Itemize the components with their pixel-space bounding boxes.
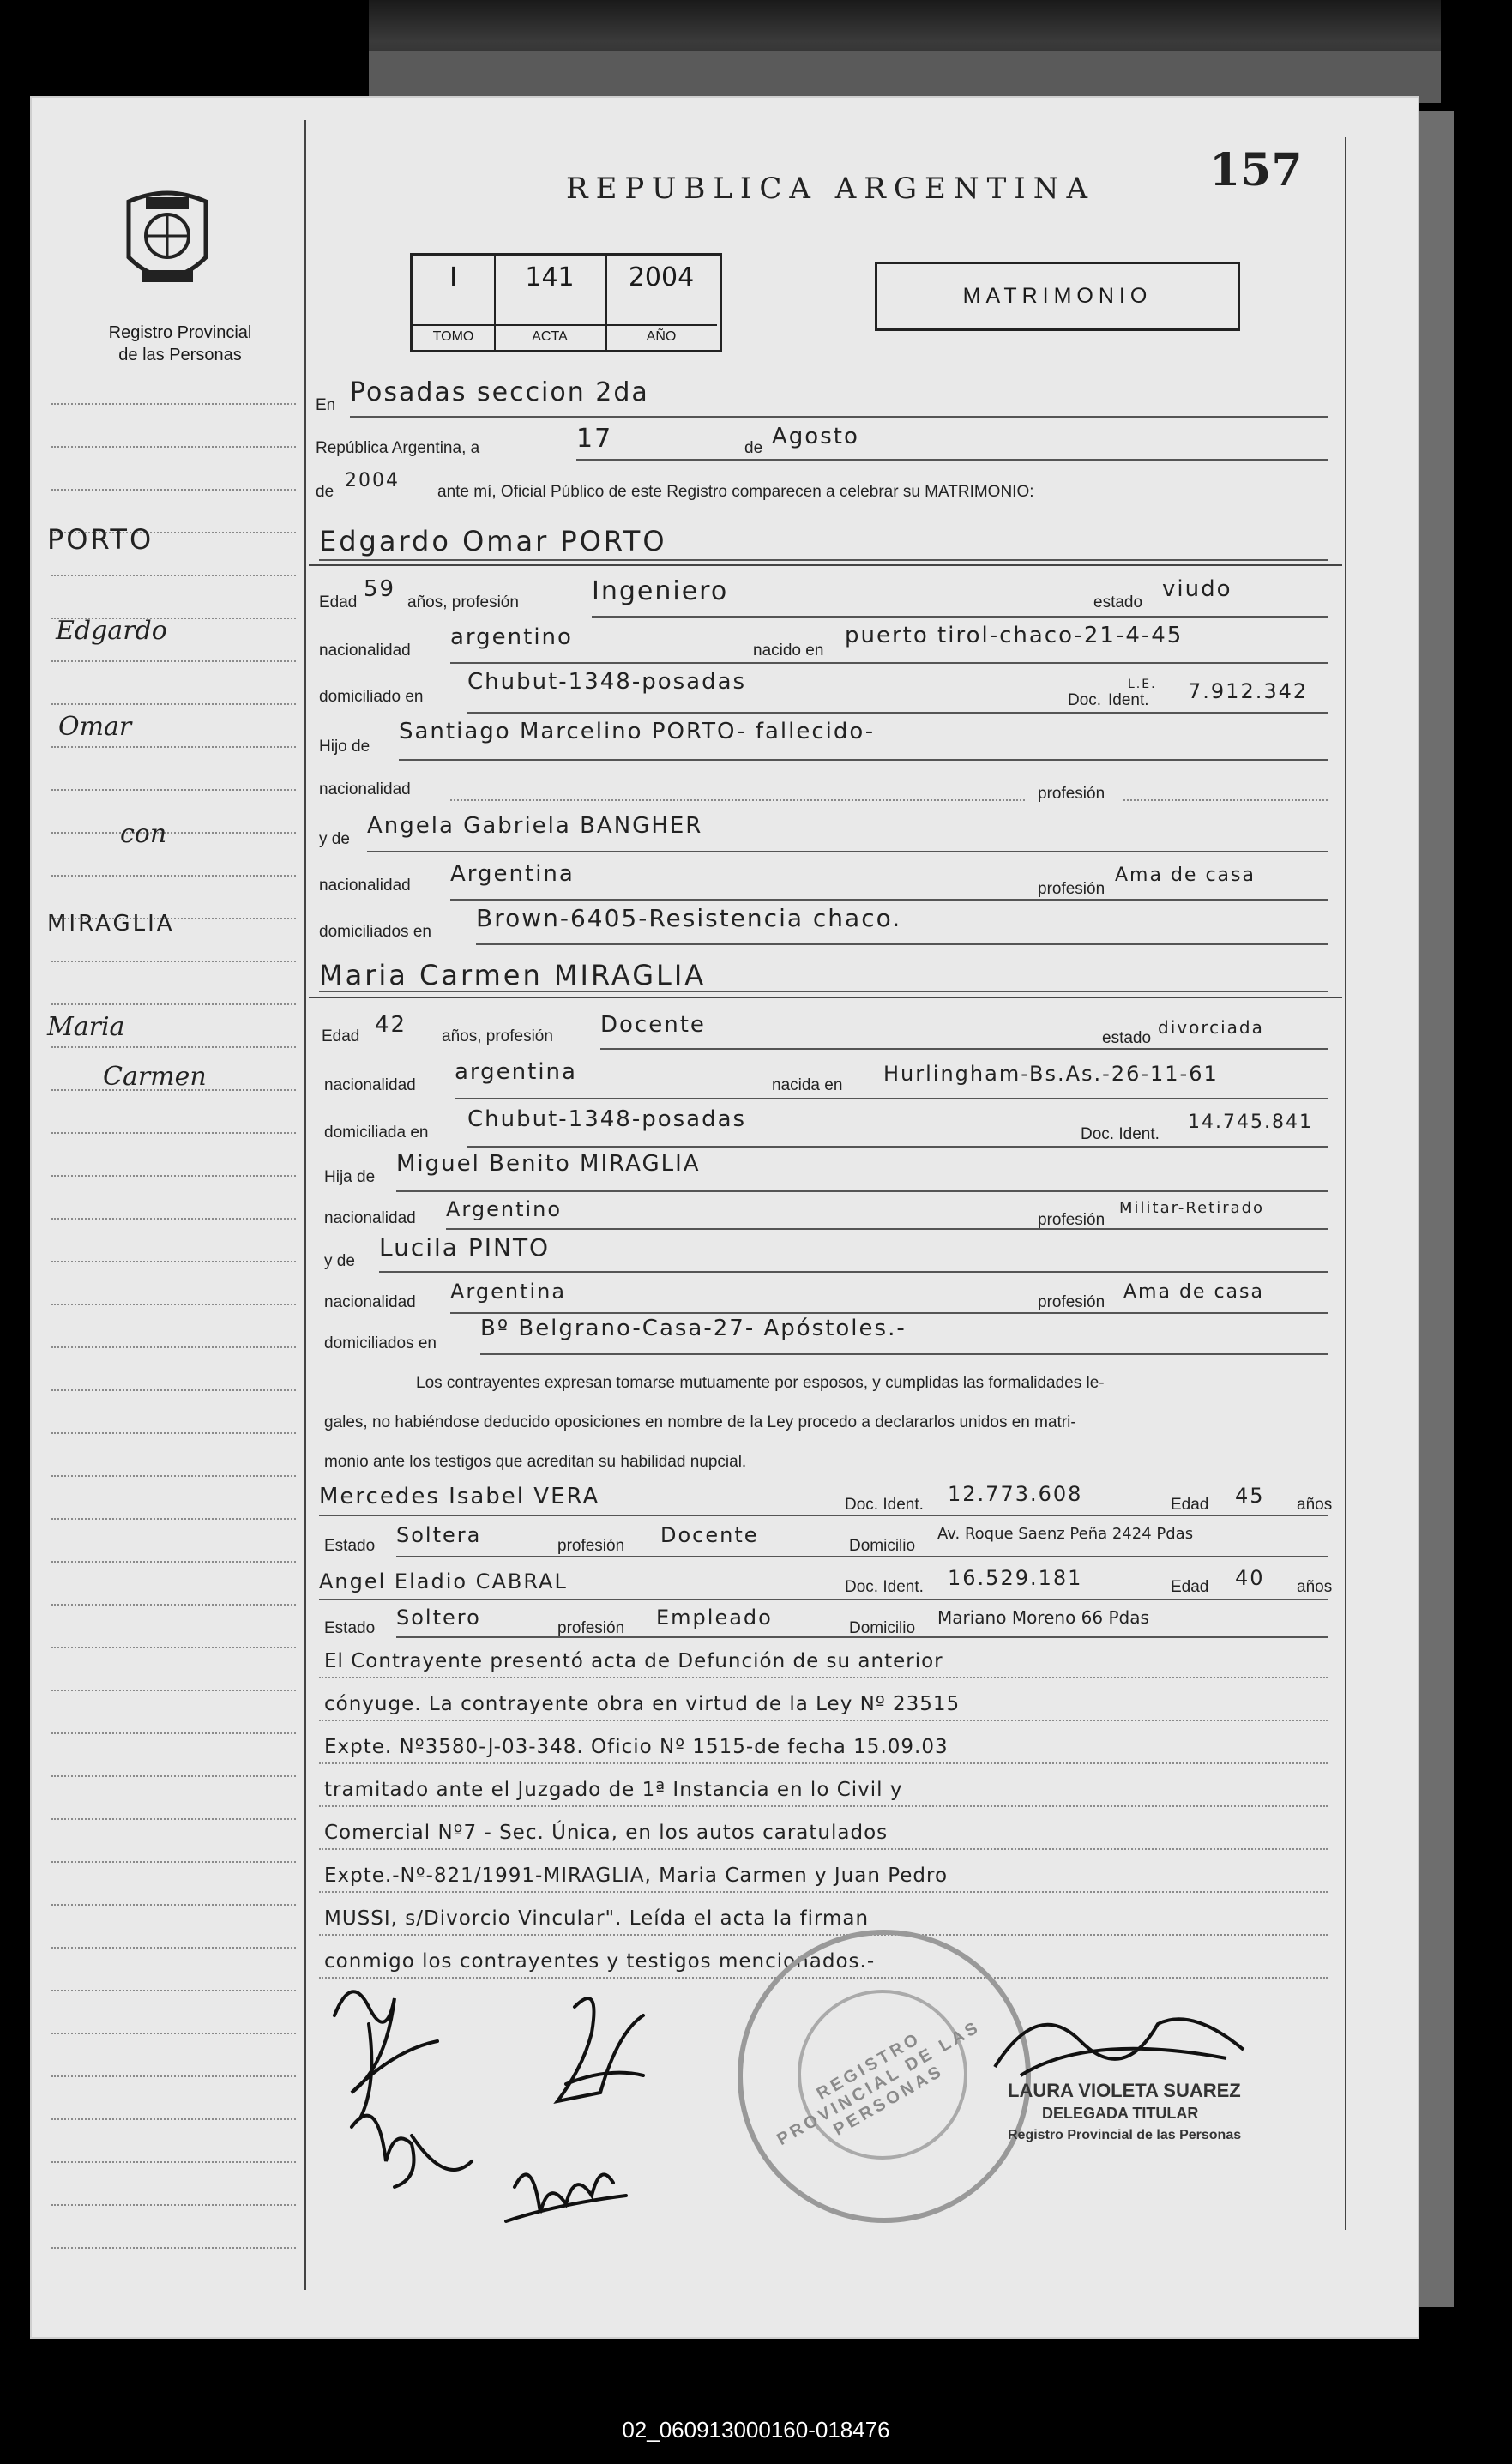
republic-label: República Argentina, a bbox=[316, 439, 480, 457]
groom-parents-addr-label: domiciliados en bbox=[319, 923, 431, 941]
bride-profession: Docente bbox=[600, 1012, 706, 1038]
witness-1-address: Av. Roque Saenz Peña 2424 Pdas bbox=[937, 1525, 1194, 1543]
margin-rule-line bbox=[51, 1475, 296, 1477]
fill-line bbox=[396, 1556, 1328, 1557]
witness-2-edad-label: Edad bbox=[1171, 1578, 1209, 1596]
fill-line bbox=[576, 459, 1328, 461]
bride-age: 42 bbox=[375, 1012, 407, 1038]
witness-1-name: Mercedes Isabel VERA bbox=[319, 1484, 600, 1509]
note-rule-line bbox=[319, 1720, 1328, 1721]
declaration-line-1: Los contrayentes expresan tomarse mutuamente por esposos, y cumplidas las formalidades le- bbox=[416, 1374, 1105, 1392]
fill-line bbox=[367, 851, 1328, 852]
witness-2-estado: Soltero bbox=[396, 1606, 481, 1630]
tomo-cell bbox=[413, 256, 496, 350]
blank-line bbox=[1123, 799, 1328, 801]
fill-line bbox=[319, 1515, 1328, 1516]
witness-2-anos-label: años bbox=[1297, 1578, 1333, 1596]
official-name: LAURA VIOLETA SUAREZ bbox=[1008, 2080, 1241, 2101]
year-value: 2004 bbox=[345, 470, 400, 491]
official-stamp-text: REGISTRO PROVINCIAL DE LAS PERSONAS bbox=[774, 2017, 985, 2150]
de-label: de bbox=[744, 439, 763, 457]
margin-rule-line bbox=[51, 1818, 296, 1820]
margin-rule-line bbox=[51, 1732, 296, 1734]
groom-father: Santiago Marcelino PORTO- fallecido- bbox=[399, 719, 876, 744]
witness-1-age: 45 bbox=[1235, 1484, 1265, 1508]
witness-2-estado-label: Estado bbox=[324, 1619, 376, 1637]
official-block bbox=[1008, 2080, 1241, 2147]
acta-value: 141 bbox=[525, 262, 575, 292]
official-signature bbox=[986, 1990, 1261, 2093]
margin-rule-line bbox=[51, 746, 296, 748]
fill-line bbox=[467, 712, 1328, 714]
bride-father-profession: Militar-Retirado bbox=[1119, 1199, 1265, 1217]
margin-rule-line bbox=[51, 1904, 296, 1906]
groom-signature bbox=[334, 1991, 437, 2118]
groom-parents-address: Brown-6405-Resistencia chaco. bbox=[476, 904, 902, 932]
margin-rule-line bbox=[51, 1046, 296, 1048]
margin-rule-line bbox=[51, 1132, 296, 1134]
margin-rule-line bbox=[51, 1561, 296, 1563]
note-line: Comercial Nº7 - Sec. Única, en los autos caratulados bbox=[324, 1822, 889, 1844]
margin-groom-name1: Edgardo bbox=[56, 616, 167, 646]
witness-signature bbox=[352, 2116, 472, 2187]
witness-2-doc-label: Doc. Ident. bbox=[845, 1578, 924, 1596]
bride-divider bbox=[309, 997, 1342, 998]
bride-mother-nat-label: nacionalidad bbox=[324, 1293, 416, 1311]
bride-mother-nationality: Argentina bbox=[450, 1280, 567, 1304]
bride-mother: Lucila PINTO bbox=[379, 1233, 551, 1262]
witness-2-address: Mariano Moreno 66 Pdas bbox=[937, 1607, 1149, 1628]
book-binding-strip bbox=[369, 51, 1441, 103]
margin-bride-surname: MIRAGLIA bbox=[47, 911, 175, 937]
fill-line bbox=[480, 1353, 1328, 1355]
anio-cell bbox=[605, 256, 717, 350]
bride-parents-addr-label: domiciliados en bbox=[324, 1334, 437, 1352]
margin-rule-line bbox=[51, 1518, 296, 1520]
bride-birth: Hurlingham-Bs.As.-26-11-61 bbox=[883, 1062, 1219, 1086]
registry-line-2: de las Personas bbox=[118, 346, 242, 364]
fill-line bbox=[592, 616, 1328, 618]
groom-yde-label: y de bbox=[319, 830, 350, 848]
fill-line bbox=[399, 759, 1328, 761]
groom-mother-prof-label: profesión bbox=[1038, 880, 1105, 898]
margin-rule-line bbox=[51, 1389, 296, 1391]
groom-domiciliado-label: domiciliado en bbox=[319, 688, 424, 706]
margin-rule-line bbox=[51, 1861, 296, 1863]
bride-doc-label: Doc. Ident. bbox=[1081, 1125, 1160, 1143]
anio-value: 2004 bbox=[628, 262, 695, 292]
margin-bride-name2: Carmen bbox=[103, 1062, 207, 1092]
groom-mother-nationality: Argentina bbox=[450, 861, 575, 887]
bride-mother-profession: Ama de casa bbox=[1123, 1281, 1264, 1303]
witness-1-doc-label: Doc. Ident. bbox=[845, 1496, 924, 1514]
margin-rule-line bbox=[51, 1218, 296, 1220]
provincial-coat-of-arms-icon bbox=[120, 184, 214, 300]
witness-1-doc: 12.773.608 bbox=[948, 1482, 1083, 1506]
witness-2-doc: 16.529.181 bbox=[948, 1566, 1083, 1590]
bride-parents-address: Bº Belgrano-Casa-27- Apóstoles.- bbox=[480, 1316, 907, 1341]
bride-mother-prof-label: profesión bbox=[1038, 1293, 1105, 1311]
anio-label: AÑO bbox=[605, 324, 717, 345]
official-title: DELEGADA TITULAR bbox=[1042, 2105, 1199, 2122]
groom-profession: Ingeniero bbox=[592, 576, 729, 606]
groom-nacido-label: nacido en bbox=[753, 642, 824, 660]
official-office: Registro Provincial de las Personas bbox=[1008, 2128, 1242, 2142]
bride-edad-label: Edad bbox=[322, 1027, 360, 1045]
margin-rule-line bbox=[51, 2161, 296, 2163]
groom-doc-label: Doc. bbox=[1068, 691, 1102, 709]
bride-father: Miguel Benito MIRAGLIA bbox=[396, 1151, 701, 1177]
note-line: cónyuge. La contrayente obra en virtud de la Ley Nº 23515 bbox=[324, 1693, 961, 1715]
page-edge bbox=[1419, 111, 1454, 2307]
margin-rule-line bbox=[51, 832, 296, 834]
margin-rule-line bbox=[51, 961, 296, 962]
fill-line bbox=[450, 662, 1328, 664]
margin-rule-line bbox=[51, 875, 296, 877]
margin-rule-line bbox=[51, 1003, 296, 1005]
note-line: Expte.-Nº-821/1991-MIRAGLIA, Maria Carmen y Juan Pedro bbox=[324, 1865, 949, 1887]
witness-1-profession: Docente bbox=[660, 1523, 759, 1547]
groom-nacionalidad-label: nacionalidad bbox=[319, 642, 411, 660]
fill-line bbox=[396, 1190, 1328, 1192]
groom-hijo-label: Hijo de bbox=[319, 738, 370, 756]
witness-2-profesion-label: profesión bbox=[557, 1619, 625, 1637]
groom-edad-label: Edad bbox=[319, 593, 358, 611]
margin-rule-line bbox=[51, 489, 296, 491]
en-label: En bbox=[316, 396, 336, 414]
groom-doc-number: 7.912.342 bbox=[1188, 679, 1309, 703]
margin-rule-line bbox=[51, 2118, 296, 2120]
fill-line bbox=[450, 899, 1328, 901]
note-line: MUSSI, s/Divorcio Vincular". Leída el acta la firman bbox=[324, 1907, 870, 1930]
margin-rule-line bbox=[51, 1947, 296, 1949]
bride-anos-profesion-label: años, profesión bbox=[442, 1027, 553, 1045]
margin-rule-line bbox=[51, 1261, 296, 1262]
bride-estado: divorciada bbox=[1158, 1017, 1264, 1038]
witness-1-edad-label: Edad bbox=[1171, 1496, 1209, 1514]
groom-doc-ident-label: Ident. bbox=[1108, 691, 1149, 709]
margin-rule-line bbox=[51, 403, 296, 405]
note-rule-line bbox=[319, 1848, 1328, 1850]
groom-mother-profession: Ama de casa bbox=[1115, 865, 1256, 886]
bride-father-prof-label: profesión bbox=[1038, 1211, 1105, 1229]
fill-line bbox=[467, 1146, 1328, 1148]
intro-statement: ante mí, Oficial Público de este Registro comparecen a celebrar su MATRIMONIO: bbox=[437, 483, 1034, 501]
fill-line bbox=[396, 1636, 1328, 1638]
groom-father-prof-label: profesión bbox=[1038, 785, 1105, 803]
margin-con: con bbox=[120, 819, 167, 849]
margin-rule-line bbox=[51, 789, 296, 791]
bride-full-name: Maria Carmen MIRAGLIA bbox=[319, 959, 707, 991]
bride-father-nat-label: nacionalidad bbox=[324, 1209, 416, 1227]
witness-1-anos-label: años bbox=[1297, 1496, 1333, 1514]
margin-rule-line bbox=[51, 446, 296, 448]
margin-rule-line bbox=[51, 2204, 296, 2206]
bride-nationality: argentina bbox=[455, 1059, 577, 1085]
margin-rule-line bbox=[51, 1647, 296, 1648]
fill-line bbox=[450, 1312, 1328, 1314]
note-rule-line bbox=[319, 1805, 1328, 1807]
act-type-box: MATRIMONIO bbox=[875, 262, 1240, 331]
image-footer-code: 02_060913000160-018476 bbox=[622, 2417, 890, 2443]
margin-rule-line bbox=[51, 2033, 296, 2034]
margin-rule-line bbox=[51, 660, 296, 662]
groom-address: Chubut-1348-posadas bbox=[467, 669, 747, 695]
margin-rule-line bbox=[51, 2247, 296, 2249]
groom-age: 59 bbox=[364, 576, 396, 602]
witness-2-signature bbox=[506, 2174, 626, 2221]
fill-line bbox=[446, 1228, 1328, 1230]
groom-doc-type: L.E. bbox=[1128, 678, 1157, 691]
margin-rule-line bbox=[51, 575, 296, 576]
bride-nacionalidad-label: nacionalidad bbox=[324, 1076, 416, 1094]
margin-rule-line bbox=[51, 1432, 296, 1434]
witness-1-estado-label: Estado bbox=[324, 1537, 376, 1555]
note-rule-line bbox=[319, 1762, 1328, 1764]
margin-rule bbox=[304, 120, 306, 2290]
witness-1-estado: Soltera bbox=[396, 1523, 482, 1547]
fill-line bbox=[455, 1098, 1328, 1099]
note-line: tramitado ante el Juzgado de 1ª Instancia en lo Civil y bbox=[324, 1779, 903, 1801]
bride-nacida-label: nacida en bbox=[772, 1076, 843, 1094]
right-rule bbox=[1345, 137, 1346, 2230]
witness-2-domicilio-label: Domicilio bbox=[849, 1619, 916, 1637]
margin-rule-line bbox=[51, 1604, 296, 1606]
fill-line bbox=[319, 1599, 1328, 1600]
fill-line bbox=[379, 1271, 1328, 1273]
note-line: Expte. Nº3580-J-03-348. Oficio Nº 1515-de fecha 15.09.03 bbox=[324, 1736, 949, 1758]
margin-bride-name1: Maria bbox=[47, 1012, 125, 1042]
tomo-label: TOMO bbox=[413, 324, 494, 345]
fill-line bbox=[319, 991, 1328, 992]
place-value: Posadas seccion 2da bbox=[350, 377, 649, 407]
witness-2-profession: Empleado bbox=[656, 1606, 773, 1630]
bride-signature bbox=[557, 1998, 643, 2101]
groom-mother-nat-label: nacionalidad bbox=[319, 877, 411, 895]
witness-2-age: 40 bbox=[1235, 1566, 1265, 1590]
registry-line-1: Registro Provincial bbox=[108, 323, 252, 342]
groom-father-nat-label: nacionalidad bbox=[319, 780, 411, 798]
month-value: Agosto bbox=[772, 424, 859, 449]
groom-nationality: argentino bbox=[450, 624, 573, 650]
witness-1-profesion-label: profesión bbox=[557, 1537, 625, 1555]
year-prefix-label: de bbox=[316, 483, 334, 501]
witness-2-name: Angel Eladio CABRAL bbox=[319, 1569, 568, 1593]
fill-line bbox=[600, 1048, 1328, 1050]
groom-estado-label: estado bbox=[1093, 593, 1143, 611]
bride-yde-label: y de bbox=[324, 1252, 355, 1270]
groom-full-name: Edgardo Omar PORTO bbox=[319, 525, 667, 557]
country-heading: REPUBLICA ARGENTINA bbox=[566, 172, 1096, 206]
margin-rule-line bbox=[51, 1304, 296, 1305]
note-rule-line bbox=[319, 1891, 1328, 1893]
bride-address: Chubut-1348-posadas bbox=[467, 1106, 747, 1132]
declaration-line-3: monio ante los testigos que acreditan su habilidad nupcial. bbox=[324, 1453, 747, 1471]
witness-1-domicilio-label: Domicilio bbox=[849, 1537, 916, 1555]
note-rule-line bbox=[319, 1934, 1328, 1936]
tomo-acta-anio-box bbox=[410, 253, 722, 352]
bride-hija-label: Hija de bbox=[324, 1168, 376, 1186]
groom-anos-profesion-label: años, profesión bbox=[407, 593, 519, 611]
margin-rule-line bbox=[51, 1990, 296, 1991]
fill-line bbox=[476, 943, 1328, 945]
margin-rule-line bbox=[51, 1175, 296, 1177]
margin-rule-line bbox=[51, 2075, 296, 2077]
registry-caption bbox=[77, 322, 283, 366]
margin-groom-name2: Omar bbox=[58, 712, 132, 742]
bride-domiciliada-label: domiciliada en bbox=[324, 1124, 429, 1142]
note-rule-line bbox=[319, 1677, 1328, 1678]
margin-rule-line bbox=[51, 1346, 296, 1348]
acta-label: ACTA bbox=[494, 324, 605, 345]
margin-rule-line bbox=[51, 1690, 296, 1691]
blank-line bbox=[450, 799, 1025, 801]
tomo-value: I bbox=[449, 262, 457, 292]
groom-estado: viudo bbox=[1162, 576, 1232, 602]
signatures-graphic bbox=[317, 1964, 798, 2290]
bride-father-nationality: Argentino bbox=[446, 1197, 563, 1221]
bride-doc-number: 14.745.841 bbox=[1188, 1112, 1313, 1133]
groom-mother: Angela Gabriela BANGHER bbox=[367, 813, 703, 839]
fill-line bbox=[319, 559, 1328, 561]
bride-estado-label: estado bbox=[1102, 1029, 1152, 1047]
day-value: 17 bbox=[576, 424, 613, 454]
groom-divider bbox=[309, 564, 1342, 566]
note-line: El Contrayente presentó acta de Defunción de su anterior bbox=[324, 1650, 943, 1672]
fill-line bbox=[350, 416, 1328, 418]
margin-groom-surname: PORTO bbox=[47, 523, 154, 556]
page-number: 157 bbox=[1209, 144, 1303, 196]
note-line: conmigo los contrayentes y testigos mencionados.- bbox=[324, 1950, 876, 1973]
margin-rule-line bbox=[51, 1775, 296, 1777]
declaration-line-2: gales, no habiéndose deducido oposiciones en nombre de la Ley procedo a declararlos unidos en matri- bbox=[324, 1413, 1076, 1431]
margin-rule-line bbox=[51, 703, 296, 705]
groom-birth: puerto tirol-chaco-21-4-45 bbox=[845, 623, 1184, 648]
acta-cell bbox=[494, 256, 607, 350]
